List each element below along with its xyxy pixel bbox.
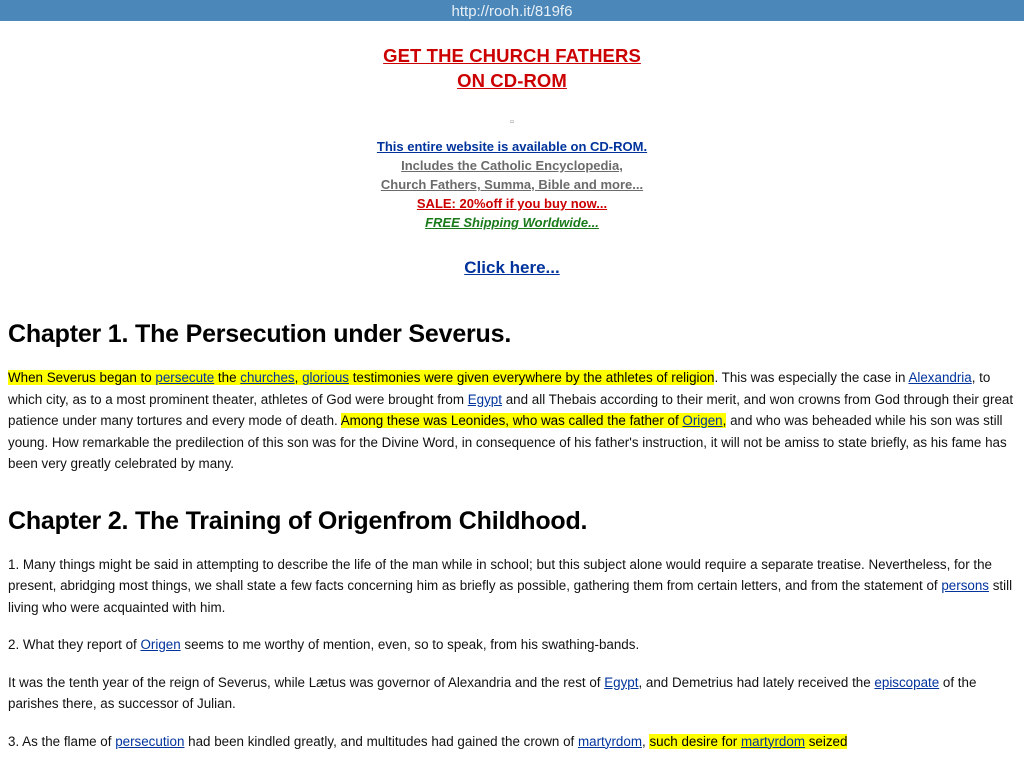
chapter-2-paragraph-2 xyxy=(8,634,1016,656)
chapter-2-heading: Chapter 2. The Training of Origenfrom Childhood. xyxy=(8,506,588,535)
link-persecute[interactable]: persecute xyxy=(155,370,215,385)
link-martyrdom-2[interactable]: martyrdom xyxy=(740,733,805,749)
text-fragment: It was the tenth year of the reign of Severus, while Lætus was governor of Alexandria and the rest of xyxy=(8,674,605,690)
text-fragment: of the parishes there, as successor of Julian. xyxy=(8,674,977,711)
chapter-2-paragraph-1 xyxy=(8,554,1016,619)
promo-line-4[interactable]: SALE: 20%off if you buy now... xyxy=(416,196,608,211)
promo-title-line-2[interactable]: ON CD-ROM xyxy=(457,70,567,91)
link-persecution[interactable]: persecution xyxy=(115,733,185,749)
text-fragment: , xyxy=(722,413,727,428)
promo-line-3[interactable]: Church Fathers, Summa, Bible and more... xyxy=(380,177,644,192)
highlight-span xyxy=(649,734,847,749)
page-content xyxy=(0,43,1024,752)
promo-title[interactable] xyxy=(8,43,1016,93)
text-fragment: the xyxy=(214,370,241,385)
link-episcopate[interactable]: episcopate xyxy=(874,674,940,690)
text-fragment: , xyxy=(294,370,303,385)
text-fragment: and who was beheaded while his son was still young. How remarkable the predilection of this son was for the Divine Word, in consequence of his father's instruction, it will not be amiss to state briefly, as his fame has been very greatly celebrated by many. xyxy=(8,413,1007,471)
text-fragment: , to which city, as to a most prominent theater, athletes of God were brought from xyxy=(8,370,991,407)
text-fragment: had been kindled greatly, and multitudes had gained the crown of xyxy=(184,733,578,749)
text-fragment: seized xyxy=(804,733,848,749)
text-fragment: 2. What they report of xyxy=(8,637,141,652)
url-text: http://rooh.it/819f6 xyxy=(451,3,573,20)
link-origen[interactable]: Origen xyxy=(682,413,723,428)
text-fragment: , xyxy=(641,733,650,749)
link-egypt-2[interactable]: Egypt xyxy=(604,674,639,690)
promo-title-line-1[interactable]: GET THE CHURCH FATHERS xyxy=(383,45,641,66)
text-fragment: When Severus began to xyxy=(8,370,156,385)
promo-line-5[interactable]: FREE Shipping Worldwide... xyxy=(425,215,599,230)
promo-bullet-icon: ▫ xyxy=(510,116,514,128)
link-alexandria[interactable]: Alexandria xyxy=(908,370,972,385)
chapter-2-paragraph-4 xyxy=(8,731,1016,753)
chapter-1-heading: Chapter 1. The Persecution under Severus. xyxy=(8,320,512,348)
text-fragment: , and Demetrius had lately received the xyxy=(638,674,875,690)
text-fragment: . This was especially the case in xyxy=(714,370,909,385)
text-fragment: seems to me worthy of mention, even, so to speak, from his swathing-bands. xyxy=(180,637,640,652)
promo-banner xyxy=(8,43,1016,278)
text-fragment: such desire for xyxy=(649,733,741,749)
link-martyrdom[interactable]: martyrdom xyxy=(577,733,642,749)
promo-line-2[interactable]: Includes the Catholic Encyclopedia, xyxy=(401,158,623,173)
link-origen-2[interactable]: Origen xyxy=(140,637,181,652)
text-fragment: testimonies were given everywhere by the athletes of religion xyxy=(348,370,715,385)
promo-line-1[interactable]: This entire website is available on CD-ROM. xyxy=(376,139,648,154)
text-fragment: still living who were acquainted with him. xyxy=(8,578,1013,615)
text-fragment: Among these was Leonides, who was called the father of xyxy=(340,413,683,428)
text-fragment: and all Thebais according to their merit, and won crowns from God through their great patience under many tortures and every mode of death. xyxy=(8,391,1014,428)
chapter-1-paragraph-1 xyxy=(8,367,1016,475)
link-egypt[interactable]: Egypt xyxy=(467,391,502,407)
link-glorious[interactable]: glorious xyxy=(302,370,349,385)
highlight-span xyxy=(341,413,727,428)
highlight-span xyxy=(8,370,714,385)
browser-url-bar[interactable] xyxy=(0,0,1024,21)
text-fragment: 3. As the flame of xyxy=(8,733,116,749)
text-fragment: 1. Many things might be said in attempting to describe the life of the man while in school; but this subject alone would require a separate treatise. Nevertheless, for the present, abridging most things, we shall state a few facts concerning him as briefly as possible, gathering them from certain letters, and from the statement of xyxy=(8,556,993,593)
link-churches[interactable]: churches xyxy=(240,370,295,385)
click-here-link[interactable]: Click here... xyxy=(464,258,560,277)
link-persons[interactable]: persons xyxy=(941,578,989,593)
chapter-2-paragraph-3 xyxy=(8,672,1016,715)
